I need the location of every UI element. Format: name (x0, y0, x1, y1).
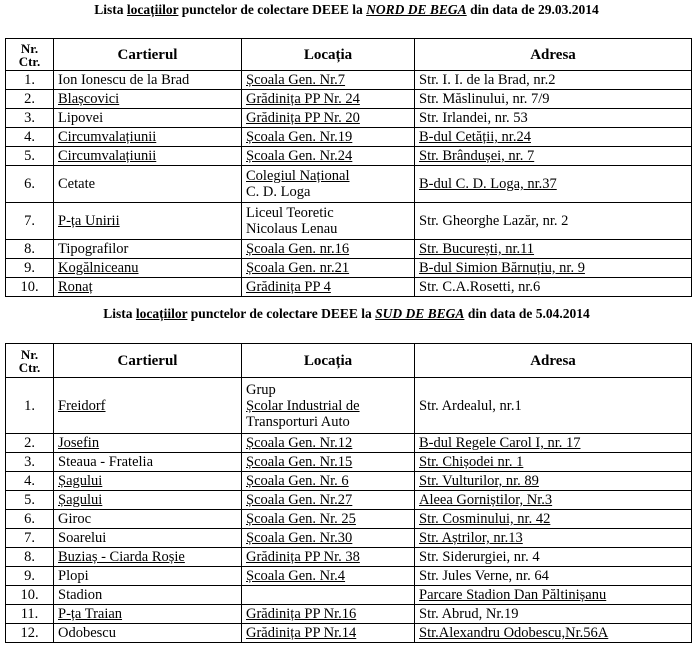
sud-title: Lista locațiilor punctelor de colectare DEEE la SUD DE BEGA din data de 5.04.2014 (103, 306, 590, 321)
table-row: 4. Șagului Școala Gen. Nr. 6 Str. Vulturilor, nr. 89 (6, 472, 692, 491)
sud-region: SUD DE BEGA (375, 306, 465, 321)
nr-header: Nr. Ctr. (6, 344, 54, 378)
nord-region: NORD DE BEGA (366, 2, 467, 17)
table-row: 5. Șagului Școala Gen. Nr.27 Aleea Gorniștilor, Nr.3 (6, 491, 692, 510)
nr-header: Nr. Ctr. (6, 39, 54, 71)
table-row: 5. Circumvalațiunii Școala Gen. Nr.24 Str. Brândușei, nr. 7 (6, 147, 692, 166)
table-row: 8. Buziaș - Ciarda Roșie Grădinița PP Nr. 38 Str. Siderurgiei, nr. 4 (6, 548, 692, 567)
sud-table (5, 343, 692, 643)
table-row: 11. P-ța Traian Grădinița PP Nr.16 Str. Abrud, Nr.19 (6, 605, 692, 624)
nord-title: Lista locațiilor punctelor de colectare DEEE la NORD DE BEGA din data de 29.03.2014 (94, 2, 599, 17)
table-row: 9. Plopi Școala Gen. Nr.4 Str. Jules Verne, nr. 64 (6, 567, 692, 586)
table-row: 8. Tipografilor Școala Gen. nr.16 Str. București, nr.11 (6, 240, 692, 259)
table-row: 9. Kogălniceanu Școala Gen. nr.21 B-dul Simion Bărnuțiu, nr. 9 (6, 259, 692, 278)
locatie-header: Locația (242, 39, 415, 71)
table-row: 12. Odobescu Grădinița PP Nr.14 Str.Alexandru Odobescu,Nr.56A (6, 624, 692, 643)
table-row: 1. Ion Ionescu de la Brad Școala Gen. Nr.7 Str. I. I. de la Brad, nr.2 (6, 71, 692, 90)
locatie-header: Locația (242, 344, 415, 378)
cartier-header: Cartierul (54, 344, 242, 378)
table-row: 2. Josefin Școala Gen. Nr.12 B-dul Regele Carol I, nr. 17 (6, 434, 692, 453)
nord-header-row (6, 39, 692, 71)
sud-header-row (6, 344, 692, 378)
table-row: 10. Stadion Parcare Stadion Dan Păltinișanu (6, 586, 692, 605)
cartier-header: Cartierul (54, 39, 242, 71)
table-row: 7. Soarelui Școala Gen. Nr.30 Str. Aștrilor, nr.13 (6, 529, 692, 548)
table-row: 6. Cetate Colegiul Național C. D. Loga B-dul C. D. Loga, nr.37 (6, 166, 692, 203)
table-row: 1. Freidorf Grup Școlar Industrial de Transporturi Auto Str. Ardealul, nr.1 (6, 378, 692, 434)
adresa-header: Adresa (415, 39, 692, 71)
table-row: 2. Blașcovici Grădinița PP Nr. 24 Str. Măslinului, nr. 7/9 (6, 90, 692, 109)
table-row: 3. Steaua - Fratelia Școala Gen. Nr.15 Str. Chișodei nr. 1 (6, 453, 692, 472)
table-row: 6. Giroc Școala Gen. Nr. 25 Str. Cosminului, nr. 42 (6, 510, 692, 529)
table-row: 4. Circumvalațiunii Școala Gen. Nr.19 B-dul Cetății, nr.24 (6, 128, 692, 147)
table-row: 10. Ronaț Grădinița PP 4 Str. C.A.Rosetti, nr.6 (6, 278, 692, 297)
table-row: 3. Lipovei Grădinița PP Nr. 20 Str. Irlandei, nr. 53 (6, 109, 692, 128)
nord-table (5, 38, 692, 297)
adresa-header: Adresa (415, 344, 692, 378)
table-row: 7. P-ța Unirii Liceul Teoretic Nicolaus Lenau Str. Gheorghe Lazăr, nr. 2 (6, 203, 692, 240)
